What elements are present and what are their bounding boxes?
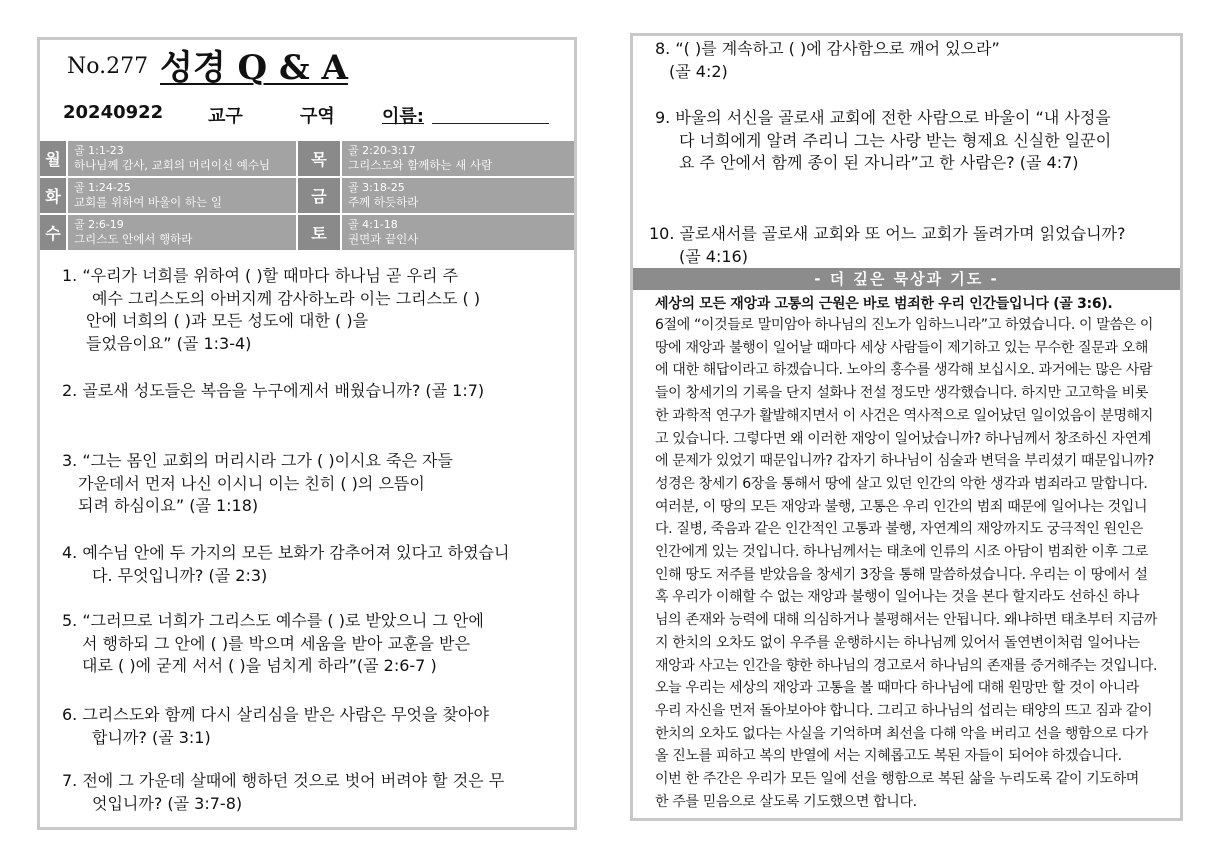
question-line: 4. 예수님 안에 두 가지의 모든 보화가 감추어져 있다고 하였습니 (62, 543, 510, 562)
question-line: 가운데서 먼저 나신 이시니 이는 친히 ( )의 으뜸이 (78, 473, 425, 493)
reading-desc: 그리스도 안에서 행하라 (74, 232, 193, 246)
paragraph-line: 다. 질병, 죽음과 같은 인간적인 고통과 불행, 자연계의 재앙까지도 궁극적인 원인은 (655, 521, 1144, 538)
question-line: 안에 너희의 ( )과 모든 성도에 대한 ( )을 (86, 311, 369, 330)
question-line: 서 행하되 그 안에 ( )를 박으며 세움을 받아 교훈을 받은 (82, 633, 470, 653)
paragraph-line: 한 주를 믿음으로 살도록 기도했으면 합니다. (655, 793, 917, 810)
question-line: 2. 골로새 성도들은 복음을 누구에게서 배웠습니까? (골 1:7) (62, 381, 485, 400)
day-cell: 토 (298, 215, 340, 250)
schedule-row (40, 141, 574, 176)
question-line: 합니까? (골 3:1) (92, 727, 211, 747)
name-label: 이름: (382, 106, 424, 127)
paragraph-line: 6절에 “이것들로 말미암아 하나님의 진노가 임하느니라”고 하였습니다. 이 말씀은 이 (655, 317, 1154, 333)
district-label: 교구 (208, 106, 243, 127)
paragraph-line: 재앙과 사고는 인간을 향한 하나님의 경고로서 하나님의 존재를 증거해주는 것입니다. (655, 657, 1158, 674)
paragraph-line: 이번 한 주간은 우리가 모든 일에 선을 행함으로 복된 삶을 누리도록 같이 기도하며 (655, 771, 1139, 788)
paragraph-line: 인간에게 있는 것입니다. 하나님께서는 태초에 인류의 시조 아담이 범죄한 이후 그로 (655, 544, 1149, 561)
name-blank-line (432, 123, 549, 124)
day-cell: 월 (40, 141, 66, 176)
question-10 (649, 223, 1125, 268)
question-7 (62, 770, 504, 815)
paragraph-line: 오늘 우리는 세상의 재앙과 고통을 볼 때마다 하나님에 대해 원망만 할 것이 아니라 (655, 680, 1139, 697)
reading-desc: 권면과 끝인사 (348, 232, 419, 246)
paragraph-line: 지 한치의 오차도 없이 우주를 운행하시는 하나님께 있어서 돌연변이처럼 일어나는 (655, 634, 1140, 651)
paragraph-line: 한 과학적 연구가 활발해지면서 이 사건은 역사적으로 일어났던 일이었음이 분명해지 (655, 407, 1153, 424)
question-line: 9. 바울의 서신을 골로새 교회에 전한 사람으로 바울이 “내 사정을 (655, 108, 1111, 127)
question-line: 되려 하심이요” (골 1:18) (78, 496, 259, 515)
paragraph-line: 들이 창세기의 기록을 단지 설화나 전설 정도만 생각했습니다. 하지만 고고학을 비롯 (655, 385, 1149, 402)
question-2 (62, 380, 484, 403)
meditation-banner: - 더 깊은 묵상과 기도 - (633, 268, 1180, 290)
paragraph-line: 여러분, 이 땅의 모든 재앙과 불행, 고통은 우리 인간의 범죄 때문에 일어나는 것입니 (655, 498, 1148, 515)
meditation-headline: 세상의 모든 재앙과 고통의 근원은 바로 범죄한 우리 인간들입니다 (골 3:6). (655, 296, 1113, 312)
schedule-cell (342, 141, 574, 176)
schedule-row (40, 215, 574, 250)
question-5 (62, 610, 484, 678)
paragraph-line: 올 진노를 피하고 복의 반열에 서는 지혜롭고도 복된 자들이 되어야 하겠습니다. (655, 748, 1122, 765)
reading-desc: 하나님께 감사, 교회의 머리이신 예수님 (74, 158, 271, 172)
paragraph-line: 땅에 재앙과 불행이 일어날 때마다 세상 사람들이 제기하고 있는 무수한 질문과 오해 (655, 339, 1149, 356)
question-line: 다. 무엇입니까? (골 2:3) (92, 565, 268, 585)
paragraph-line: 고 있습니다. 그렇다면 왜 이러한 재앙이 일어났습니까? 하나님께서 창조하신 자연계 (655, 430, 1151, 447)
question-line: 6. 그리스도와 함께 다시 살리심을 받은 사람은 무엇을 찾아야 (62, 705, 489, 724)
question-line: 5. “그러므로 너희가 그리스도 예수를 ( )로 받았으니 그 안에 (62, 611, 484, 630)
question-line: 3. “그는 몸인 교회의 머리시라 그가 ( )이시요 죽은 자들 (62, 451, 453, 470)
page-title: 성경 Q & A (160, 48, 348, 88)
paragraph-line: 혹 우리가 이해할 수 없는 재앙과 불행이 일어나는 것을 본다 할지라도 선하신 하나 (655, 589, 1139, 606)
paragraph-line: 한치의 오차도 없다는 사실을 기억하며 최선을 다해 악을 버리고 선을 행함으로 다가 (655, 725, 1149, 742)
paragraph-line: 님의 존재와 능력에 대해 의심하거나 불평해서는 안됩니다. 왜냐하면 태초부터 지금까 (655, 612, 1158, 629)
schedule-row (40, 178, 574, 213)
question-line: 예수 그리스도의 아버지께 감사하노라 이는 그리스도 ( ) (92, 288, 481, 308)
reading-ref: 골 4:1-18 (348, 218, 398, 231)
question-line: 요 주 안에서 함께 종이 된 자니라”고 한 사람은? (골 4:7) (679, 153, 1079, 172)
paragraph-line: 성경은 창세기 6장을 통해서 땅에 살고 있던 인간의 악한 생각과 범죄라고 말합니다. (655, 475, 1148, 492)
left-page (37, 37, 577, 830)
day-cell: 화 (40, 178, 66, 213)
question-line: 1. “우리가 너희를 위하여 ( )할 때마다 하나님 곧 우리 주 (62, 266, 459, 285)
zone-label: 구역 (300, 106, 335, 127)
question-line: 10. 골로새서를 골로새 교회와 또 어느 교회가 돌려가며 읽었습니까? (649, 224, 1126, 243)
schedule-cell (68, 178, 296, 213)
reading-ref: 골 2:20-3:17 (348, 144, 416, 157)
question-4 (62, 542, 509, 587)
reading-ref: 골 2:6-19 (74, 218, 124, 231)
date-label: 20240922 (63, 102, 164, 123)
right-page (630, 33, 1183, 821)
schedule-cell (68, 215, 296, 250)
question-line: 엇입니까? (골 3:7-8) (92, 793, 243, 813)
question-6 (62, 704, 489, 749)
paragraph-line: 에 문제가 있었기 때문입니까? 갑자기 하나님이 심술과 변덕을 부리셨기 때문입니까? (655, 453, 1154, 470)
schedule-cell (68, 141, 296, 176)
paragraph-line: 우리 자신을 먼저 돌아보아야 합니다. 그리고 하나님의 섭리는 태양의 뜨고 짐과 같이 (655, 702, 1153, 719)
reading-ref: 골 1:1-23 (74, 144, 124, 157)
question-line: 대로 ( )에 굳게 서서 ( )을 넘치게 하라”(골 2:6-7 ) (82, 656, 437, 675)
issue-number: No.277 (67, 54, 149, 79)
meditation-paragraph (655, 314, 1158, 813)
question-line: 다 너희에게 알려 주리니 그는 사랑 받는 형제요 신실한 일꾼이 (679, 130, 1112, 150)
reading-ref: 골 3:18-25 (348, 181, 405, 194)
day-cell: 수 (40, 215, 66, 250)
day-cell: 목 (298, 141, 340, 176)
question-8 (655, 38, 1000, 83)
reading-desc: 그리스도와 함께하는 새 사람 (348, 158, 493, 172)
question-line: 들었음이요” (골 1:3-4) (86, 333, 252, 353)
question-1 (62, 265, 480, 355)
schedule-cell (342, 178, 574, 213)
reading-desc: 교회를 위하여 바울이 하는 일 (74, 195, 222, 209)
question-line: (골 4:2) (669, 61, 728, 81)
reading-desc: 주께 하듯하라 (348, 195, 419, 209)
question-line: (골 4:16) (679, 246, 748, 266)
schedule-cell (342, 215, 574, 250)
question-3 (62, 450, 453, 518)
paragraph-line: 에 대한 해답이라고 하겠습니다. 노아의 홍수를 생각해 보십시오. 과거에는 많은 사람 (655, 362, 1153, 379)
question-line: 7. 전에 그 가운데 살때에 행하던 것으로 벗어 버려야 할 것은 무 (62, 771, 505, 790)
question-9 (655, 107, 1111, 175)
question-line: 8. “( )를 계속하고 ( )에 감사함으로 깨어 있으라” (655, 39, 1000, 58)
paragraph-line: 인해 땅도 저주를 받았음을 창세기 3장을 통해 말씀하셨습니다. 우리는 이 땅에서 설 (655, 566, 1148, 583)
day-cell: 금 (298, 178, 340, 213)
reading-ref: 골 1:24-25 (74, 181, 131, 194)
